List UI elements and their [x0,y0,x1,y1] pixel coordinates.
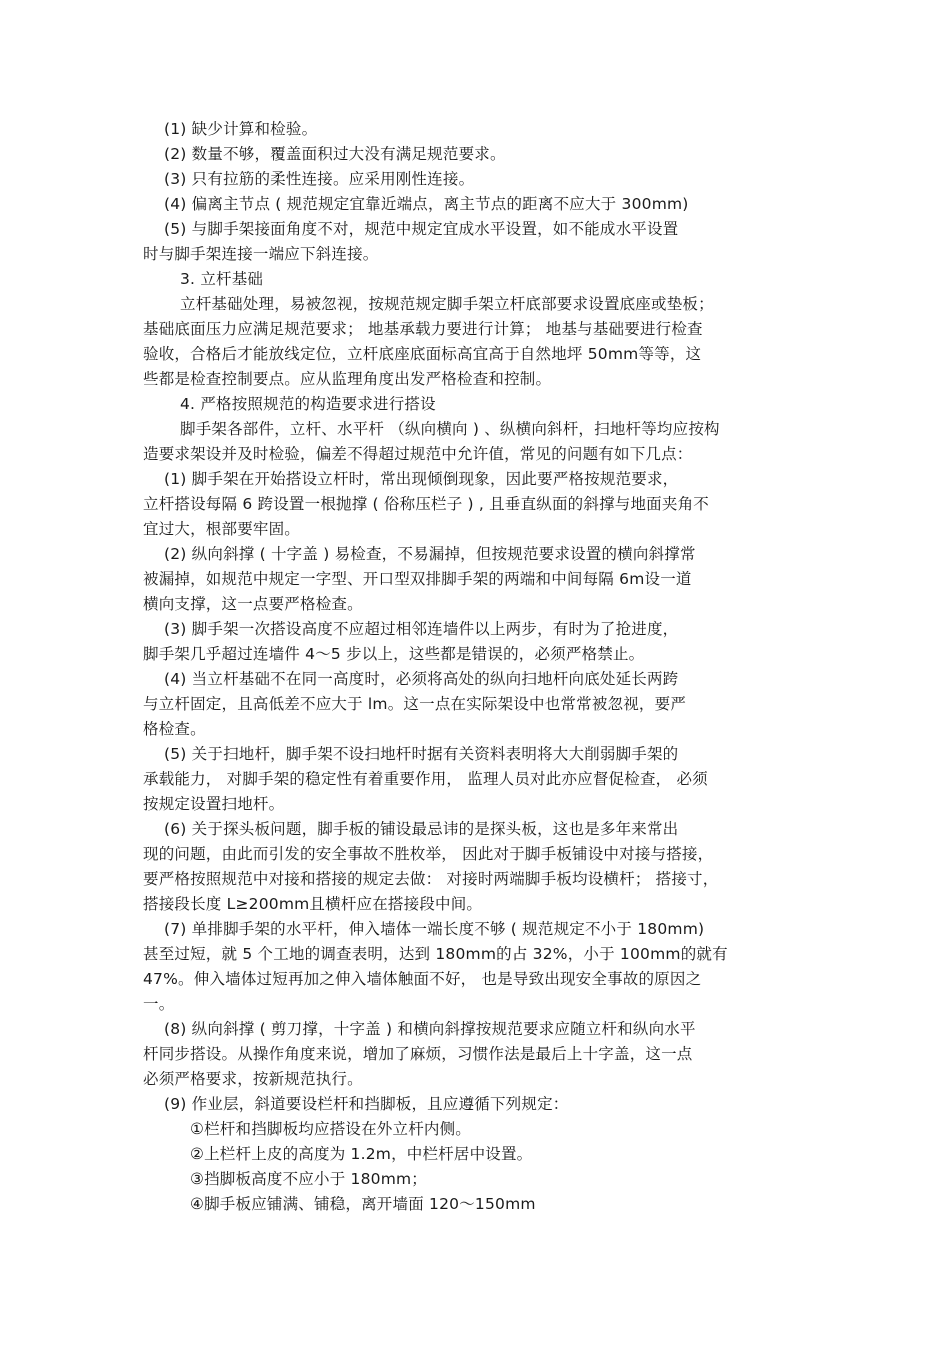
text-line: 时与脚手架连接一端应下斜连接。 [143,245,379,263]
text-line: 脚手架几乎超过连墙件 4～5 步以上，这些都是错误的，必须严格禁止。 [143,645,645,663]
list-item-5: (5) 与脚手架接面角度不对，规范中规定宜成水平设置，如不能成水平设置 [164,220,679,238]
text-line: 脚手架各部件，立杆、水平杆 （纵向横向 ) 、纵横向斜杆，扫地杆等均应按构 [180,420,720,438]
list-item-9: (9) 作业层，斜道要设栏杆和挡脚板，且应遵循下列规定： [164,1095,569,1113]
sub-item-2: ②上栏杆上皮的高度为 1.2m，中栏杆居中设置。 [190,1145,533,1163]
text-line: 要严格按照规范中对接和搭接的规定去做： 对接时两端脚手板均设横杆； 搭接寸， [143,870,719,888]
sub-item-1: ①栏杆和挡脚板均应搭设在外立杆内侧。 [190,1120,471,1138]
list-item-2: (2) 纵向斜撑 ( 十字盖 ) 易检查，不易漏掉，但按规范要求设置的横向斜撑常 [164,545,696,563]
text-line: 甚至过短，就 5 个工地的调查表明，达到 180mm的占 32%，小于 100mm的就有 [143,945,728,963]
list-item-1: (1) 缺少计算和检验。 [164,120,318,138]
text-line: 验收，合格后才能放线定位，立杆底座底面标高宜高于自然地坪 50mm等等，这 [143,345,702,363]
text-line: 立杆基础处理，易被忽视，按规范规定脚手架立杆底部要求设置底座或垫板； [180,295,714,313]
text-line: 格检查。 [143,720,206,738]
list-item-3: (3) 只有拉筋的柔性连接。应采用刚性连接。 [164,170,475,188]
sub-item-3: ③挡脚板高度不应小于 180mm； [190,1170,428,1188]
list-item-4: (4) 偏离主节点 ( 规范规定宜靠近端点，离主节点的距离不应大于 300mm) [164,195,689,213]
list-item-1: (1) 脚手架在开始搭设立杆时，常出现倾倒现象，因此要严格按规范要求， [164,470,679,488]
text-line: 横向支撑，这一点要严格检查。 [143,595,363,613]
list-item-6: (6) 关于探头板问题，脚手板的铺设最忌讳的是探头板，这也是多年来常出 [164,820,679,838]
sub-item-4: ④脚手板应铺满、铺稳，离开墙面 120～150mm [190,1195,536,1213]
list-item-2: (2) 数量不够，覆盖面积过大没有满足规范要求。 [164,145,506,163]
list-item-7: (7) 单排脚手架的水平杆，伸入墙体一端长度不够 ( 规范规定不小于 180mm) [164,920,705,938]
text-line: 杆同步搭设。从操作角度来说，增加了麻烦，习惯作法是最后上十字盖，这一点 [143,1045,693,1063]
text-line: 造要求架设并及时检验，偏差不得超过规范中允许值，常见的问题有如下几点： [143,445,693,463]
text-line: 立杆搭设每隔 6 跨设置一根抛撑 ( 俗称压栏子 ) , 且垂直纵面的斜撑与地面夹角不 [143,495,709,513]
text-line: 按规定设置扫地杆。 [143,795,285,813]
text-line: 宜过大，根部要牢固。 [143,520,301,538]
text-line: 47%。伸入墙体过短再加之伸入墙体触面不好， 也是导致出现安全事故的原因之 [143,970,702,988]
text-line: 基础底面压力应满足规范要求； 地基承载力要进行计算； 地基与基础要进行检查 [143,320,703,338]
text-line: 与立杆固定，且高低差不应大于 lm。这一点在实际架设中也常常被忽视，要严 [143,695,687,713]
text-line: 搭接段长度 L≥200mm且横杆应在搭接段中间。 [143,895,483,913]
list-item-4: (4) 当立杆基础不在同一高度时，必须将高处的纵向扫地杆向底处延长两跨 [164,670,679,688]
text-line: 一。 [143,995,175,1013]
text-line: 些都是检查控制要点。应从监理角度出发严格检查和控制。 [143,370,552,388]
list-item-3: (3) 脚手架一次搭设高度不应超过相邻连墙件以上两步，有时为了抢进度， [164,620,679,638]
text-line: 被漏掉，如规范中规定一字型、开口型双排脚手架的两端和中间每隔 6m设一道 [143,570,692,588]
section-heading-4: 4. 严格按照规范的构造要求进行搭设 [180,395,436,413]
list-item-8: (8) 纵向斜撑 ( 剪刀撑，十字盖 ) 和横向斜撑按规范要求应随立杆和纵向水平 [164,1020,696,1038]
text-line: 必须严格要求，按新规范执行。 [143,1070,363,1088]
section-heading-3: 3. 立杆基础 [180,270,264,288]
text-line: 承载能力， 对脚手架的稳定性有着重要作用， 监理人员对此亦应督促检查， 必须 [143,770,708,788]
text-line: 现的问题，由此而引发的安全事故不胜枚举， 因此对于脚手板铺设中对接与搭接， [143,845,714,863]
list-item-5: (5) 关于扫地杆，脚手架不设扫地杆时据有关资料表明将大大削弱脚手架的 [164,745,679,763]
